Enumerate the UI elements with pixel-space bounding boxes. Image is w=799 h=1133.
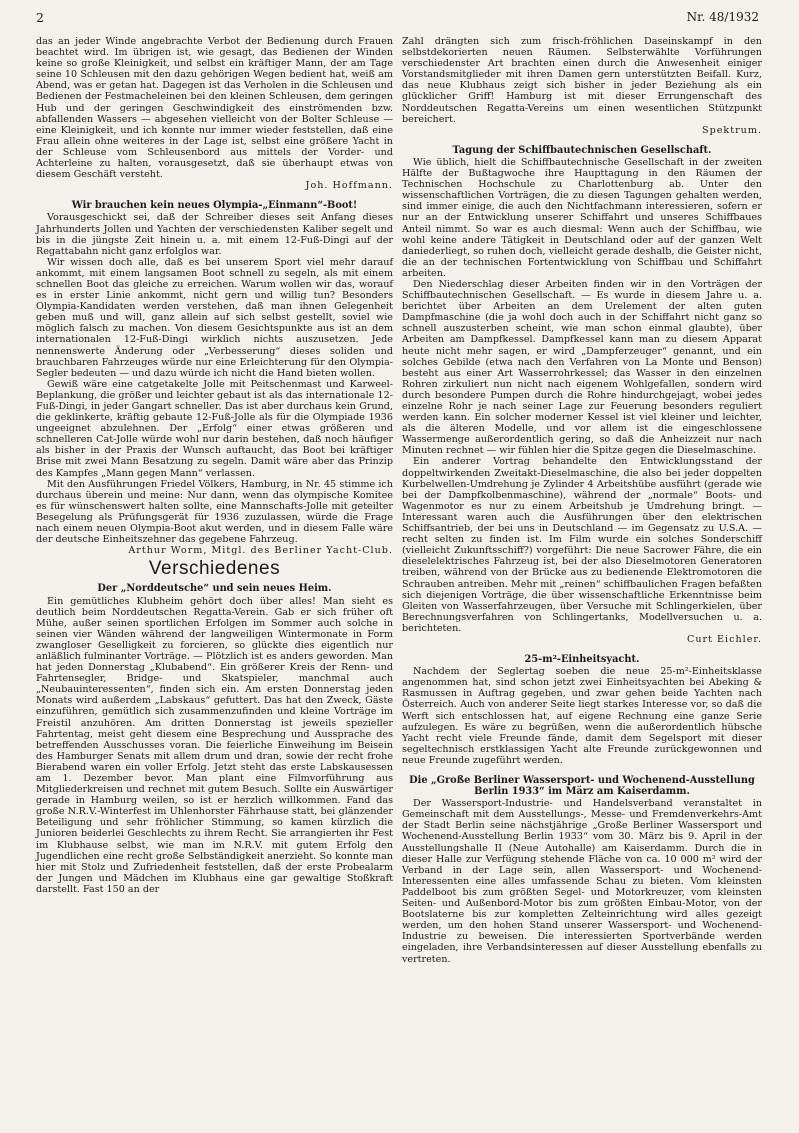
paragraph: Ein gemütliches Klubheim gehört doch über alles! Man sieht es deutlich beim Norddeutschen Regatta-Verein. Gab er sich früher oft Mühe, außer seinen sportlichen Erfolgen im Sommer auch solche in seinen vier Wänden während der langweiligen Wintermonate in Form zwangloser Geselligkeit zu forcieren, so glückte dies eigentlich nur anläßlich fulminanter Vorträge. — Plötzlich ist es anders geworden. Man hat jeden Donnerstag „Klubabend“. Ein größerer Kreis der Renn- und Fahrtensegler, Bridge- und Skatspieler, manchmal auch „Neubauinteressenten“, finden sich ein. Am ersten Donnerstag jeden Monats wird außerdem „Labskaus“ gefuttert. Das hat den Zweck, Gäste einzuführen, gemütlich sich zusammenzufinden und kleine Vorträge im Freistil anzuhören. Am dritten Donnerstag ist jeweils spezieller Fahrtentag, meist geht diesem eine Besprechung und Aussprache des betreffenden Ausschusses voran. Die feierliche Einweihung im Beisein des Hamburger Senats mit allem drum und dran, sowie der recht frohe Bierabend waren ein voller Erfolg. Jetzt steht das erste Labskausessen am 1. Dezember bevor. Man plant eine Filmvorführung aus Mitgliederkreisen und rechnet mit gutem Besuch. Sollte ein Auswärtiger gerade in Hamburg weilen, so ist er herzlich willkommen. Fand das große N.R.V.-Winterfest im Uhlenhorster Fährhause statt, bei glänzender Beteiligung und sehr fröhlicher Stimmung, so kamen kürzlich die Junioren beiderlei Geschlechts zu ihrem Recht. Sie arrangierten ihr Fest im Klubhause selbst, wie man im N.R.V. mit gutem Erfolg den Jugendlichen eine recht große Selbständigkeit anerzieht. So konnte man hier mit Stolz und Zufriedenheit feststellen, daß der erste Probealarm der Jungen und Mädchen im Klubhaus eine gar gewaltige Stoßkraft darstellt. Fast 150 an der: [36, 595, 393, 895]
author-signature: Curt Eichler.: [687, 633, 762, 645]
article-heading: 25-m²-Einheitsyacht.: [524, 654, 640, 666]
article-heading: Die „Große Berliner Wassersport- und Wochenend-Ausstellung Berlin 1933“ im März am Kaiserdamm.: [409, 775, 755, 798]
right-column: [402, 36, 762, 965]
page-number: 2: [36, 10, 44, 25]
paragraph: Gewiß wäre eine catgetakelte Jolle mit Peitschenmast und Karweel-Beplankung, die größer und leichter gebaut ist als das internationale 12-Fuß-Dingi, in jeder Gangart schneller. Das ist aber durchaus kein Grund, die geklinkerte, kräftig gebaute 12-Fuß-Jolle als für die Olympiade 1936 ungeeignet abzulehnen. Der „Erfolg“ einer etwas größeren und schnelleren Cat-Jolle würde wohl nur darin bestehen, daß noch häufiger als bisher in der Praxis der Wunsch auftaucht, das Boot bei kräftiger Brise mit zwei Mann Besatzung zu segeln. Damit wäre aber das Prinzip des Kampfes „Mann gegen Mann“ verlassen.: [36, 378, 393, 479]
paragraph: Zahl drängten sich zum frisch-fröhlichen Daseinskampf in den selbstdekorierten neuen Räumen. Selbsterwählte Vorführungen verschiedenster Art brachten einen durch die Anwesenheit einiger Vorstandsmitglieder mit ihren Damen gern unterstützten Beifall. Kurz, das neue Klubhaus zeigt sich bisher in jeder Beziehung als ein glücklicher Griff! Hamburg ist mit dieser Errungenschaft des Norddeutschen Regatta-Vereins um einen wesentlichen Stützpunkt bereichert.: [402, 36, 762, 125]
paragraph: Wir wissen doch alle, daß es bei unserem Sport viel mehr darauf ankommt, mit einem langsamen Boot schnell zu segeln, als mit einem schnellen Boot das gleiche zu erreichen. Warum wollen wir das, worauf es in erster Linie ankommt, nicht gern und willig tun? Besonders Olympia-Kandidaten werden verstehen, daß man ihnen Gelegenheit geben muß und will, ganz allein auf sich selbst gestellt, soviel wie möglich falsch zu machen. Von diesem Gesichtspunkte aus ist an dem internationalen 12-Fuß-Dingi wirklich nichts auszusetzen. Jede nennenswerte Änderung oder „Verbesserung“ dieses soliden und brauchbaren Fahrzeuges würde nur eine Erleichterung für den Olympia-Segler bedeuten — und dazu würde ich nicht die Hand bieten wollen.: [36, 256, 393, 379]
paragraph: Mit den Ausführungen Friedel Völkers, Hamburg, in Nr. 45 stimme ich durchaus überein und meine: Nur dann, wenn das olympische Komitee es für wünschenswert halten sollte, eine Mannschafts-Jolle mit geteilter Besegelung als Prüfungsgerät für 1936 zuzulassen, würde die Frage nach einem neuen Olympia-Boot akut werden, und in diesem Falle wäre der deutsche Einheitszehner das gegebene Fahrzeug.: [36, 478, 393, 546]
left-column: [36, 36, 393, 895]
paragraph: Den Niederschlag dieser Arbeiten finden wir in den Vorträgen der Schiffbautechnischen Gesellschaft. — Es wurde in diesem Jahre u. a. berichtet über Arbeiten an dem Urelement der alten guten Dampfmaschine (die ja wohl doch auch in der Schiffahrt nicht ganz so schnell auszusterben scheint, wie man schon einmal glaubte), über Arbeiten am Dampfkessel. Dampfkessel kann man zu diesem Apparat heute nicht mehr sagen, er wird „Dampferzeuger“ genannt, und ein solches Gebilde (etwa nach den Verfahren von La Monte und Benson) besteht aus einer Art Wasserrohrkessel; das Wasser in den einzelnen Rohren zirkuliert nun nicht nach eigenem Wohlgefallen, sondern wird durch besondere Pumpen durch die Rohre hindurchgejagt, wobei jedes einzelne Rohr je nach seiner Lage zur Feuerung besonders reguliert werden kann. Ein solcher moderner Kessel ist viel kleiner und leichter, als die älteren Modelle, und vor allem ist die eingeschlossene Wassermenge außerordentlich gering, so daß die Anheizzeit nur nach Minuten rechnet — wir fühlen hier die Spitze gegen die Dieselmaschine.: [402, 278, 762, 457]
author-signature: Joh. Hoffmann.: [305, 180, 393, 192]
article-heading: Tagung der Schiffbautechnischen Gesellschaft.: [452, 144, 712, 156]
paragraph: Ein anderer Vortrag behandelte den Entwicklungsstand der doppeltwirkenden Zweitakt-Dieselmaschine, die also bei jeder doppelten Kurbelwellen-Umdrehung je Zylinder 4 Arbeitshübe ausführt (gerade wie bei der Dampfkolbenmaschine), während der „normale“ Boots- und Wagenmotor es nur zu einem Arbeitshub je Umdrehung bringt. — Interessant waren auch die Ausführungen über den elektrischen Schiffsantrieb, der bei uns in Deutschland — im Gegensatz zu U.S.A. — recht selten zu finden ist. Im Film wurde ein solches Sonderschiff (vielleicht Zukunftsschiff?) vorgeführt: Die neue Sacrower Fähre, die ein dieselelektrisches Fahrzeug ist, bei der also Dieselmotoren Generatoren treiben, während von der Brücke aus zu bedienende Elektromotoren die Schrauben antreiben. Mehr mit „reinen“ schiffbaulichen Fragen befaßten sich diejenigen Vorträge, die über wissenschaftliche Erkenntnisse beim Gleiten von Wasserfahrzeugen, über Versuche mit Schlingerkielen, über Berechnungsverfahren von Schlingertanks, Modellversuchen u. a. berichteten.: [402, 456, 762, 634]
author-signature: Arthur Worm, Mitgl. des Berliner Yacht-Club.: [128, 545, 393, 557]
article-heading: Der „Norddeutsche“ und sein neues Heim.: [97, 583, 332, 595]
paragraph: Der Wassersport-Industrie- und Handelsverband veranstaltet in Gemeinschaft mit dem Ausstellungs-, Messe- und Fremdenverkehrs-Amt der Stadt Berlin seine nächstjährige „Große Berliner Wassersport und Wochenend-Ausstellung Berlin 1933“ vom 30. März bis 9. April in der Ausstellungshalle II (Neue Autohalle) am Kaiserdamm. Durch die in dieser Halle zur Verfügung stehende Fläche von ca. 10 000 m² wird der Verband in der Lage sein, allen Wassersport- und Wochenend-Interessenten eine alles umfassende Schau zu bieten. Vom kleinsten Paddelboot bis zum größten Segel- und Motorkreuzer, vom kleinsten Seiten- und Außenbord-Motor bis zum größten Einbau-Motor, von der Bootslaterne bis zur kompletten Zelteinrichtung wird alles gezeigt werden, um den hohen Stand unserer Wassersport- und Wochenend-Industrie zu beweisen. Die interessierten Sportverbände werden eingeladen, ihre Verbandsinteressen auf dieser Ausstellung ebenfalls zu vertreten.: [402, 798, 762, 965]
article-heading: Wir brauchen kein neues Olympia-„Einmann“-Boot!: [71, 200, 358, 212]
paragraph: Nachdem der Seglertag soeben die neue 25-m²-Einheitsklasse angenommen hat, sind schon jetzt zwei Einheitsyachten bei Abeking & Rasmussen in Auftrag gegeben, und zwar gehen beide Yachten nach Österreich. Auch von anderer Seite liegt starkes Interesse vor, so daß die Werft sich entschlossen hat, auf eigene Rechnung eine ganze Serie aufzulegen. Es wäre zu begrüßen, wenn die außerordentlich hübsche Yacht recht viele Freunde fände, damit dem Segelsport mit dieser segeltechnisch erstklassigen Yacht alte Freunde zurückgewonnen und neue Freunde zugeführt werden.: [402, 666, 762, 766]
paragraph: das an jeder Winde angebrachte Verbot der Bedienung durch Frauen beachtet wird. Im übrigen ist, wie gesagt, das Bedienen der Winden keine so große Kleinigkeit, und selbst ein kräftiger Mann, der am Tage seine 10 Schleusen mit den dazu gehörigen Wegen bedient hat, weiß am Abend, was er getan hat. Dagegen ist das Verholen in die Schleusen und Bedienen der Festmacheleinen bei den kleinen Schleusen, dem geringen Hub und der geringen Geschwindigkeit des einströmenden bzw. abfallenden Wassers — abgesehen vielleicht von der Bolter Schleuse — eine Kleinigkeit, und ich konnte nur immer wieder feststellen, daß eine Frau allein ohne weiteres in der Lage ist, selbst eine größere Yacht in der Schleuse vom Schleusenbord aus mittels der Vorder- und Achterleine zu halten, vorausgesetzt, daß sie überhaupt etwas von diesem Geschäft versteht.: [36, 36, 393, 181]
section-title: Verschiedenes: [148, 558, 281, 580]
issue-number: Nr. 48/1932: [686, 10, 759, 24]
author-signature: Spektrum.: [702, 124, 762, 136]
page-header: [36, 8, 759, 30]
paragraph: Wie üblich, hielt die Schiffbautechnische Gesellschaft in der zweiten Hälfte der Bußtagwoche ihre Haupttagung in den Räumen der Technischen Hochschule zu Charlottenburg ab. Unter den wissenschaftlichen Vorträgen, die zu diesen Tagungen gehalten werden, sind immer einige, die auch den Nichtfachmann interessieren, sofern er nur an der Entwicklung unserer Schiffahrt und unseres Schiffbaues Anteil nimmt. So war es auch diesmal: Wenn auch der Schiffbau, wie wohl keine andere Tätigkeit in Deutschland oder auf der ganzen Welt daniederliegt, so ruhen doch, vielleicht gerade deshalb, die Geister nicht, die an der technischen Fortentwicklung von Schiffbau und Schiffahrt arbeiten.: [402, 156, 762, 279]
paragraph: Vorausgeschickt sei, daß der Schreiber dieses seit Anfang dieses Jahrhunderts Jollen und Yachten der verschiedensten Kaliber segelt und bis in die jüngste Zeit hinein u. a. mit einem 12-Fuß-Dingi auf der Regattabahn nicht ganz erfolglos war.: [36, 212, 393, 257]
